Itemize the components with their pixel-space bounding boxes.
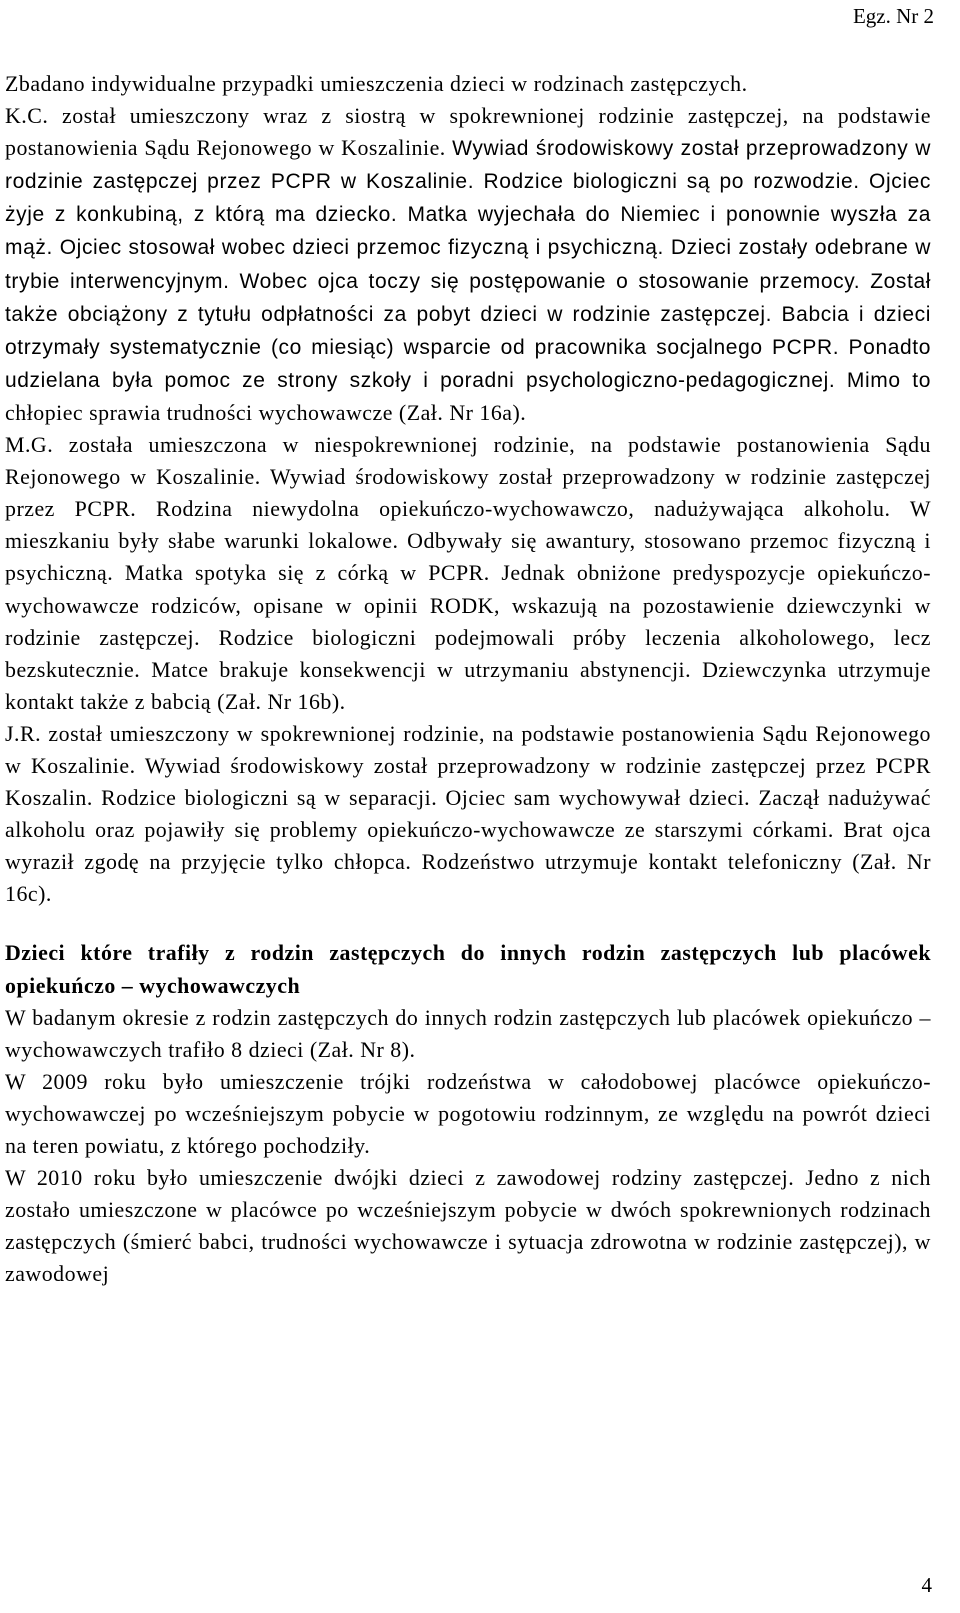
case-kc-text-3: chłopiec sprawia trudności wychowawcze (Zał. Nr 16a). [5, 399, 527, 425]
copy-number-label: Egz. Nr 2 [852, 4, 934, 28]
case-kc-paragraph [5, 100, 931, 429]
section-paragraph-2: W 2009 roku było umieszczenie trójki rodzeństwa w całodobowej placówce opiekuńczo-wychowawczej po wcześniejszym pobycie w pogotowiu rodzinnym, ze względu na powrót dzieci na teren powiatu, z którego pochodziły. [5, 1068, 931, 1158]
section-heading: Dzieci które trafiły z rodzin zastępczych do innych rodzin zastępczych lub placówek opiekuńczo – wychowawczych [5, 940, 931, 998]
case-kc-text-1: K.C. został umieszczony wraz z siostrą w spokrewnionej rodzinie zastępczej, na podstawie postanowienia Sądu Rejonowego w Koszalinie. [5, 103, 931, 161]
section-paragraph-3: W 2010 roku było umieszczenie dwójki dzieci z zawodowej rodziny zastępczej. Jedno z nich zostało umieszczone w placówce po wcześniejszym pobycie w dwóch spokrewnionych rodzinach zastępczych (śmierć babci, trudności wychowawcze i sytuacja zdrowotna w rodzinie zastępczej), w zawodowej [5, 1165, 931, 1287]
intro-paragraph: Zbadano indywidualne przypadki umieszczenia dzieci w rodzinach zastępczych. [5, 71, 748, 96]
page-number: 4 [921, 1573, 932, 1597]
case-mg-paragraph: M.G. została umieszczona w niespokrewnionej rodzinie, na podstawie postanowienia Sądu Rejonowego w Koszalinie. Wywiad środowiskowy został przeprowadzony w rodzinie zastępczej przez PCPR. Rodzina niewydolna opiekuńczo-wychowawczo, nadużywająca alkoholu. W mieszkaniu były słabe warunki lokalowe. Odbywały się awantury, stosowano przemoc fizyczną i psychiczną. Matka spotyka się z córką w PCPR. Jednak obniżone predyspozycje opiekuńczo-wychowawcze rodziców, opisane w opinii RODK, wskazują na pozostawienie dziewczynki w rodzinie zastępczej. Rodzice biologiczni podejmowali próby leczenia alkoholowego, lecz bezskutecznie. Matce brakuje konsekwencji w utrzymaniu abstynencji. Dziewczynka utrzymuje kontakt także z babcią (Zał. Nr 16b). [5, 432, 931, 714]
case-kc-text-2: Wywiad środowiskowy został przeprowadzony w rodzinie zastępczej przez PCPR w Koszalinie. Rodzice biologiczni są po rozwodzie. Ojciec żyje z konkubiną, z którą ma dziecko. Matka wyjechała do Niemiec i ponownie wyszła za mąż. Ojciec stosował wobec dzieci przemoc fizyczną i psychiczną. Dzieci zostały odebrane w trybie interwencyjnym. Wobec ojca toczy się postępowanie o stosowanie przemocy. Został także obciążony z tytułu odpłatności za pobyt dzieci w rodzinie zastępczej. Babcia i dzieci otrzymały systematycznie (co miesiąc) wsparcie od pracownika socjalnego PCPR. Ponadto udzielana była pomoc ze strony szkoły i poradni psychologiczno-pedagogicznej. Mimo to [5, 137, 931, 392]
case-jr-paragraph: J.R. został umieszczony w spokrewnionej rodzinie, na podstawie postanowienia Sądu Rejonowego w Koszalinie. Wywiad środowiskowy został przeprowadzony w rodzinie zastępczej przez PCPR Koszalin. Rodzice biologiczni są w separacji. Ojciec sam wychowywał dzieci. Zaczął nadużywać alkoholu oraz pojawiły się problemy opiekuńczo-wychowawcze ze starszymi córkami. Brat ojca wyraził zgodę na przyjęcie tylko chłopca. Rodzeństwo utrzymuje kontakt telefoniczny (Zał. Nr 16c). [5, 720, 931, 907]
section-spacer [5, 910, 931, 937]
section-paragraph-1: W badanym okresie z rodzin zastępczych do innych rodzin zastępczych lub placówek opiekuńczo – wychowawczych trafiło 8 dzieci (Zał. Nr 8). [5, 1004, 931, 1062]
document-body [5, 68, 931, 1290]
